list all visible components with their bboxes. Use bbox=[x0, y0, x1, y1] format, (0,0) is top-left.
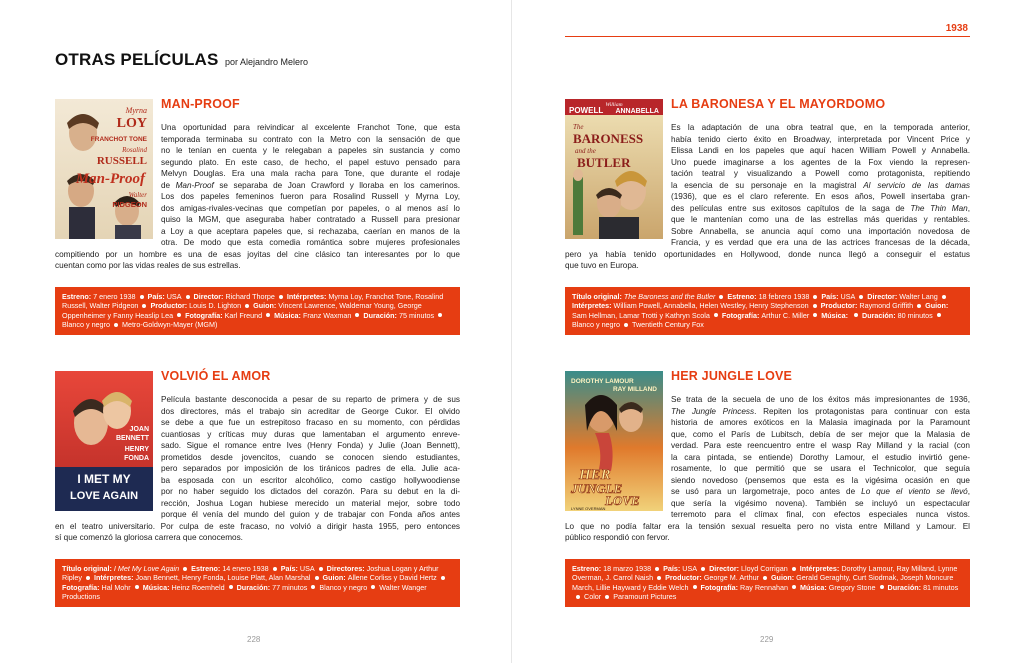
film-body-side bbox=[671, 122, 970, 249]
fact-value: USA bbox=[682, 564, 698, 573]
fact-separator-dot bbox=[937, 313, 941, 317]
fact-value: Vincent Lawrence, Waldemar Young, George Oppenheimer y Fanny Heaslip Lea bbox=[62, 301, 422, 320]
fact-value: Ray Rennahan bbox=[740, 582, 788, 592]
poster-text-5: RUSSELL bbox=[96, 155, 147, 167]
fact-item bbox=[363, 311, 434, 320]
fact-label: Duración: bbox=[887, 582, 924, 592]
body-line: no le tenían en cuenta y le relegaban a papeles sin sustancia y como bbox=[161, 146, 460, 155]
fact-item bbox=[185, 311, 262, 320]
fact-value: 7 enero 1938 bbox=[93, 292, 136, 301]
poster-text-1: William bbox=[605, 102, 623, 108]
fact-value: Heinz Roemheld bbox=[171, 582, 225, 592]
body-line: Lo que no podía faltar era la tensión sexual resuelta pero no vista entre Milland y Lamour. El bbox=[565, 521, 970, 531]
fact-separator-dot bbox=[114, 323, 118, 327]
fact-label: Música: bbox=[800, 582, 829, 592]
fact-item bbox=[572, 564, 651, 573]
fact-label: Duración: bbox=[363, 310, 399, 320]
fact-label: Guion: bbox=[770, 573, 797, 583]
fact-separator-dot bbox=[319, 567, 323, 571]
fact-value: Karl Freund bbox=[224, 310, 263, 320]
fact-item bbox=[62, 583, 131, 592]
fact-value: Walter Lang bbox=[899, 292, 938, 301]
film-body-side bbox=[161, 394, 460, 521]
fact-value: The Baroness and the Butler bbox=[623, 292, 716, 301]
fact-separator-dot bbox=[229, 585, 233, 589]
poster-text-4: Rosalind bbox=[122, 146, 147, 154]
fact-label: Fotografía: bbox=[185, 310, 225, 320]
fact-separator-dot bbox=[438, 313, 442, 317]
body-line: rosamente, lo que permitió que se usara el Technicolor, que seguía bbox=[671, 464, 970, 473]
fact-value: Joan Bennett, Henry Fonda, Louise Platt, Alan Marshal bbox=[135, 573, 311, 583]
section-title bbox=[55, 50, 308, 70]
body-line: Francia, y es verdad que era una de las actrices francesas de la década, bbox=[671, 238, 970, 247]
fact-value: 80 minutos bbox=[897, 310, 933, 320]
fact-label: Productor: bbox=[820, 301, 860, 311]
poster-text-3: HER bbox=[579, 467, 611, 483]
poster-text-2: BENNETT bbox=[115, 435, 149, 442]
fact-item bbox=[572, 292, 715, 301]
body-line: de Man-Proof se separaba de Joan Crawford y lloraba en los camerinos. bbox=[161, 180, 460, 190]
body-line: cuentan como por las vidas reales de sus estrellas. bbox=[55, 261, 241, 270]
fact-label: Intérpretes: bbox=[286, 292, 329, 301]
fact-separator-dot bbox=[719, 295, 723, 299]
poster-text-3: FRANCHOT TONE bbox=[90, 136, 147, 143]
fact-value: Color bbox=[584, 592, 602, 602]
fact-value: Raymond Griffith bbox=[859, 301, 914, 311]
fact-separator-dot bbox=[576, 595, 580, 599]
fact-item bbox=[572, 301, 809, 310]
fact-label: Estreno: bbox=[191, 564, 223, 573]
fact-separator-dot bbox=[140, 295, 144, 299]
fact-value: 18 febrero 1938 bbox=[758, 292, 810, 301]
fact-label: Música: bbox=[274, 310, 303, 320]
fact-label: Duración: bbox=[862, 310, 898, 320]
body-line: temporada terminaba su contrato con la Metro con la sensación de que bbox=[161, 134, 460, 144]
poster-text-7: Walter bbox=[128, 191, 147, 199]
poster-i-met-my-love-again bbox=[55, 371, 153, 511]
fact-item bbox=[194, 292, 275, 301]
fact-value: Gregory Stone bbox=[828, 582, 876, 592]
fact-separator-dot bbox=[245, 304, 249, 308]
fact-separator-dot bbox=[859, 295, 863, 299]
year-header bbox=[565, 22, 970, 37]
fact-item bbox=[821, 301, 914, 310]
poster-text-7: BUTLER bbox=[577, 155, 631, 170]
fact-value: USA bbox=[840, 292, 856, 301]
fact-value: Metro-Goldwyn-Mayer (MGM) bbox=[121, 320, 218, 330]
body-line: en el teatro universitario. Por culpa de este fracaso, no volvió a dirigir hasta 1955, pero entonces bbox=[55, 521, 460, 531]
fact-separator-dot bbox=[763, 576, 767, 580]
fact-separator-dot bbox=[279, 295, 283, 299]
fact-value: 14 enero 1938 bbox=[222, 564, 269, 573]
body-line: compitiendo por un hombre es una de esas joyitas del cine clásico tan interesantes por lo que bbox=[55, 249, 460, 259]
fact-item bbox=[274, 311, 351, 320]
fact-value: 75 minutos bbox=[398, 310, 435, 320]
poster-text-6: and the bbox=[575, 147, 596, 155]
body-line: prometidos desde jovencitos, cuando se conocen siendo estudiantes, bbox=[161, 452, 460, 462]
body-line: que tuvo en Europa. bbox=[565, 261, 639, 270]
body-line: a Loy a que aceptara papeles que, si rechazaba, caerían en manos de la bbox=[161, 226, 460, 236]
fact-value: Arthur C. Miller bbox=[761, 310, 810, 320]
film-body-full bbox=[55, 249, 460, 272]
body-line: pero separados por imposición de los tiránicos padres de ella. Julie aca- bbox=[161, 464, 460, 473]
fact-separator-dot bbox=[813, 313, 817, 317]
fact-item bbox=[237, 583, 308, 592]
factbox-volvio-el-amor bbox=[55, 559, 460, 607]
fact-separator-dot bbox=[854, 313, 858, 317]
body-line: la esencia de su personaje en la magistral Al servicio de las damas bbox=[671, 180, 971, 190]
fact-item bbox=[62, 292, 136, 301]
poster-text-8: PIDGEON bbox=[112, 200, 147, 209]
page-number-right: 229 bbox=[760, 635, 774, 644]
fact-value: Gerald Geraghty, Curt Siodmak, Joseph Moncure March, Lillie Hayward y Eddie Welch bbox=[572, 573, 954, 592]
body-line: rección, Joshua Logan hubiese merecido un material mejor, sobre todo bbox=[161, 498, 460, 508]
fact-label: Director: bbox=[709, 564, 742, 573]
body-line: Una oportunidad para reivindicar al excelente Franchot Tone, que esta bbox=[161, 123, 460, 132]
poster-text-5: LOVE bbox=[605, 493, 640, 508]
fact-item bbox=[632, 320, 704, 329]
fact-label: Duración: bbox=[236, 582, 273, 592]
fact-value: Blanco y negro bbox=[572, 320, 620, 330]
film-body-full bbox=[55, 521, 460, 544]
fact-separator-dot bbox=[813, 304, 817, 308]
body-line: des películas entre sus exitosos capítulos de la saga de The Thin Man, bbox=[671, 203, 971, 213]
poster-text-4: The bbox=[573, 123, 584, 131]
poster-text-1: DOROTHY LAMOUR bbox=[571, 378, 634, 385]
body-line: tación teatral y visualizando a Powell como protagonista, repitiendo bbox=[671, 169, 970, 178]
fact-label: Música: bbox=[821, 310, 851, 320]
body-line: quiso la MGM, que aseguraba haber contratado a Russell para presionar bbox=[161, 215, 460, 224]
fact-item bbox=[722, 311, 809, 320]
fact-separator-dot bbox=[135, 585, 139, 589]
fact-item bbox=[800, 583, 876, 592]
body-line: terremoto para el clímax final, con efectos especiales nunca vistos. bbox=[671, 510, 970, 519]
fact-label: País: bbox=[280, 564, 300, 573]
fact-value: 81 minutos bbox=[923, 582, 959, 592]
fact-separator-dot bbox=[441, 576, 445, 580]
body-line: historia de amores exóticos en la Malasia imaginada por la Paramount bbox=[671, 418, 970, 427]
body-line: ba esposada con un escritor alcohólico, como castigo hollywoodiense bbox=[161, 475, 460, 485]
page-number-left: 228 bbox=[247, 635, 261, 644]
body-line: público respondió con fervor. bbox=[565, 533, 670, 542]
fact-item bbox=[319, 583, 367, 592]
fact-value: USA bbox=[166, 292, 182, 301]
section-heading: OTRAS PELÍCULAS bbox=[55, 50, 219, 69]
film-title: MAN-PROOF bbox=[161, 97, 240, 111]
fact-value: Louis D. Lighton bbox=[189, 301, 242, 311]
fact-item bbox=[665, 573, 759, 582]
fact-value: I Met My Love Again bbox=[113, 564, 180, 573]
poster-text-4: JUNGLE bbox=[571, 481, 623, 496]
fact-item bbox=[62, 564, 179, 573]
fact-value: Paramount Pictures bbox=[613, 592, 677, 602]
body-line: había tenido cierto éxito en Broadway, interpretada por Vincent Price y bbox=[671, 134, 970, 144]
fact-value: Dorothy Lamour, Ray Milland, Lynne Overman, J. Carrol Naish bbox=[572, 564, 958, 583]
poster-text-3: ANNABELLA bbox=[615, 108, 659, 115]
fact-label: País: bbox=[663, 564, 683, 573]
fact-item bbox=[122, 320, 217, 329]
poster-text-6: Man-Proof bbox=[75, 171, 145, 187]
body-line: (1936), que es el claro referente. En esos años, Powell insertaba gran- bbox=[671, 192, 970, 201]
fact-label: Guion: bbox=[322, 573, 348, 583]
fact-item bbox=[148, 292, 182, 301]
body-line: Se trata de la secuela de uno de los éxitos más impresionantes de 1936, bbox=[671, 395, 970, 404]
fact-label: Productor: bbox=[665, 573, 704, 583]
fact-label: Intérpretes: bbox=[799, 564, 842, 573]
fact-separator-dot bbox=[186, 295, 190, 299]
fact-item bbox=[862, 311, 933, 320]
poster-text-2: POWELL bbox=[569, 106, 604, 115]
fact-value: USA bbox=[299, 564, 315, 573]
fact-value: William Powell, Annabella, Helen Westley, Henry Stephenson bbox=[613, 301, 809, 311]
fact-separator-dot bbox=[792, 585, 796, 589]
fact-label: Fotografía: bbox=[721, 310, 762, 320]
poster-text-1: Myrna bbox=[125, 106, 147, 115]
poster-text-5: BARONESS bbox=[573, 131, 644, 146]
body-line: verdad. Para este reencuentro entre el wasp Ray Milland y la racial (con bbox=[671, 441, 970, 450]
body-line: por no haber seguido los dictados del corazón. Para su debut en la di- bbox=[161, 487, 460, 496]
fact-item bbox=[663, 564, 697, 573]
body-line: sí que comenzó la gloriosa carrera que conocemos. bbox=[55, 533, 243, 542]
fact-item bbox=[867, 292, 937, 301]
fact-separator-dot bbox=[693, 585, 697, 589]
body-line: Elissa Landi en los papeles que aquí hacen William Powell y Annabella. bbox=[671, 146, 970, 155]
fact-separator-dot bbox=[813, 295, 817, 299]
body-line: porque él venía del mundo del guion y de trabajar con Fonda años antes bbox=[161, 510, 460, 519]
fact-value: Lloyd Corrigan bbox=[741, 564, 788, 573]
film-title: LA BARONESA Y EL MAYORDOMO bbox=[671, 97, 886, 111]
body-line: pero ya había tenido oportunidades en Hollywood, donde nunca llegó a conseguir el estatus bbox=[565, 249, 970, 259]
fact-value: George M. Arthur bbox=[703, 573, 759, 583]
body-line: dos directores, más el trabajo sin acreditar de George Cukor. El olvido bbox=[161, 406, 460, 416]
fact-separator-dot bbox=[605, 595, 609, 599]
fact-label: Intérpretes: bbox=[93, 573, 136, 583]
body-line: sado. Sigue el romance entre Ives (Henry Fonda) y Julie (Joan Bennett), bbox=[161, 441, 460, 450]
fact-separator-dot bbox=[880, 585, 884, 589]
fact-label: País: bbox=[147, 292, 167, 301]
body-line: la cara pintada, se entiende) Dorothy Lamour, el estudio invirtió gene- bbox=[671, 452, 970, 462]
body-line: Es la adaptación de una obra teatral que, en la temporada anterior, bbox=[671, 123, 970, 132]
fact-label: Fotografía: bbox=[700, 582, 741, 592]
fact-value: Walter Wanger Productions bbox=[62, 582, 427, 602]
fact-label: Título original: bbox=[62, 564, 114, 573]
fact-separator-dot bbox=[142, 304, 146, 308]
fact-label: Estreno: bbox=[572, 564, 604, 573]
body-line: que sería la vigésimo novena). También se incluyó un espectacular bbox=[671, 498, 970, 508]
film-body-full bbox=[565, 521, 970, 544]
film-body-side bbox=[161, 122, 460, 249]
body-line: se usó para un largometraje, poco antes de Lo que el viento se llevó, bbox=[671, 487, 970, 496]
year-label: 1938 bbox=[945, 23, 968, 34]
fact-value: Myrna Loy, Franchot Tone, Rosalind Russell, Walter Pidgeon bbox=[62, 292, 444, 311]
fact-separator-dot bbox=[942, 295, 946, 299]
fact-separator-dot bbox=[792, 567, 796, 571]
fact-item bbox=[94, 573, 311, 582]
fact-item bbox=[584, 592, 601, 601]
fact-item bbox=[821, 311, 850, 320]
fact-separator-dot bbox=[371, 585, 375, 589]
fact-value: Franz Waxman bbox=[302, 310, 352, 320]
fact-value: Joshua Logan y Arthur Ripley bbox=[62, 564, 439, 583]
poster-text-1: JOAN bbox=[129, 426, 149, 433]
fact-label: Título original: bbox=[572, 292, 624, 301]
poster-text-5: I MET MY bbox=[77, 472, 131, 486]
poster-baroness bbox=[565, 99, 663, 239]
body-line: Uno puede imaginarse a los agentes de la Fox viendo la represen- bbox=[671, 157, 970, 167]
fact-item bbox=[821, 292, 855, 301]
fact-label: Guion: bbox=[253, 301, 279, 311]
fact-value: 77 minutos bbox=[272, 582, 308, 592]
film-body-side bbox=[671, 394, 970, 521]
fact-item bbox=[727, 292, 809, 301]
fact-item bbox=[281, 564, 315, 573]
fact-item bbox=[323, 573, 437, 582]
fact-separator-dot bbox=[266, 313, 270, 317]
fact-item bbox=[701, 583, 788, 592]
fact-item bbox=[62, 320, 110, 329]
body-line: que, como el París de Lubitsch, debía de ser mejor que la Malasia de bbox=[671, 429, 970, 439]
fact-item bbox=[888, 583, 959, 592]
fact-value: Blanco y negro bbox=[319, 582, 368, 592]
fact-separator-dot bbox=[183, 567, 187, 571]
fact-label: Estreno: bbox=[62, 292, 94, 301]
page-gutter bbox=[511, 0, 512, 663]
fact-label: Música: bbox=[142, 582, 172, 592]
fact-separator-dot bbox=[273, 567, 277, 571]
fact-label: Fotografía: bbox=[62, 582, 102, 592]
fact-value: 18 marzo 1938 bbox=[603, 564, 652, 573]
body-line: Melvyn Douglas. Era una mala racha para Tone, que durante el rodaje bbox=[161, 169, 460, 178]
poster-text-3: HENRY bbox=[124, 446, 149, 453]
body-line: Sobre Annabella, se anuncia aquí como una importación novedosa de bbox=[671, 226, 970, 236]
fact-value: Hal Mohr bbox=[101, 582, 131, 592]
fact-separator-dot bbox=[657, 576, 661, 580]
fact-separator-dot bbox=[86, 576, 90, 580]
fact-separator-dot bbox=[177, 313, 181, 317]
fact-separator-dot bbox=[624, 323, 628, 327]
poster-text-4: FONDA bbox=[124, 455, 149, 462]
factbox-man-proof bbox=[55, 287, 460, 335]
fact-value: Allene Corliss y David Hertz bbox=[347, 573, 437, 583]
fact-separator-dot bbox=[311, 585, 315, 589]
poster-text-2: RAY MILLAND bbox=[612, 386, 657, 393]
body-line: Película bastante desconocida a pesar de su reparto de primera y de sus bbox=[161, 395, 460, 404]
poster-text-6: LOVE AGAIN bbox=[69, 490, 139, 502]
body-line: cuantiosas y críticas muy duras que lamentaban el argumento enreve- bbox=[161, 429, 460, 439]
fact-item bbox=[613, 592, 676, 601]
fact-separator-dot bbox=[355, 313, 359, 317]
film-title: HER JUNGLE LOVE bbox=[671, 369, 793, 383]
fact-value: Sam Hellman, Lamar Trotti y Kathryn Scola bbox=[572, 310, 710, 320]
fact-item bbox=[143, 583, 225, 592]
body-line: otra. De modo que esta comedia romántica sobre mujeres profesionales bbox=[161, 238, 460, 247]
body-line: Los dos papeles femeninos fueron para Rosalind Russell y Myrna Loy, bbox=[161, 192, 460, 201]
factbox-baroness bbox=[565, 287, 970, 335]
body-line: que le mantenían como una de las estrellas más queridas y rentables. bbox=[671, 215, 970, 224]
fact-label: Productor: bbox=[150, 301, 190, 311]
fact-item bbox=[709, 564, 788, 573]
fact-label: Directores: bbox=[326, 564, 367, 573]
fact-label: País: bbox=[821, 292, 841, 301]
film-body-full bbox=[565, 249, 970, 272]
poster-her-jungle-love bbox=[565, 371, 663, 511]
fact-label: Guion: bbox=[925, 301, 949, 311]
poster-text-6: LYNNE OVERMAN bbox=[571, 506, 606, 511]
body-line: segundo plato. En este caso, de hecho, el papel estuvo pensado para bbox=[161, 157, 460, 167]
fact-value: Twentieth Century Fox bbox=[631, 320, 704, 330]
fact-separator-dot bbox=[701, 567, 705, 571]
poster-text-2: LOY bbox=[116, 116, 147, 131]
film-title: VOLVIÓ EL AMOR bbox=[161, 369, 271, 383]
byline: por Alejandro Melero bbox=[225, 57, 309, 67]
fact-label: Intérpretes: bbox=[572, 301, 614, 311]
fact-separator-dot bbox=[655, 567, 659, 571]
fact-separator-dot bbox=[917, 304, 921, 308]
fact-label: Director: bbox=[867, 292, 900, 301]
fact-item bbox=[191, 564, 269, 573]
fact-item bbox=[150, 301, 241, 310]
body-line: dos amigas-rivales-vecinas que competían por papeles, o al menos así lo bbox=[161, 203, 460, 213]
fact-item bbox=[572, 320, 620, 329]
fact-label: Estreno: bbox=[727, 292, 759, 301]
body-line: siendo novedoso (pensemos que esta es la vigésima ocasión en que bbox=[671, 475, 970, 485]
factbox-her-jungle-love bbox=[565, 559, 970, 607]
fact-value: Blanco y negro bbox=[62, 320, 110, 330]
fact-value: Richard Thorpe bbox=[225, 292, 275, 301]
poster-man-proof bbox=[55, 99, 153, 239]
body-line: The Jungle Princess. Repiten los protagonistas para continuar con esta bbox=[671, 406, 970, 416]
body-line: se debe a que fue un estrepitoso fracaso en su momento, con pérdidas bbox=[161, 418, 460, 427]
fact-label: Director: bbox=[193, 292, 226, 301]
fact-separator-dot bbox=[315, 576, 319, 580]
fact-separator-dot bbox=[714, 313, 718, 317]
